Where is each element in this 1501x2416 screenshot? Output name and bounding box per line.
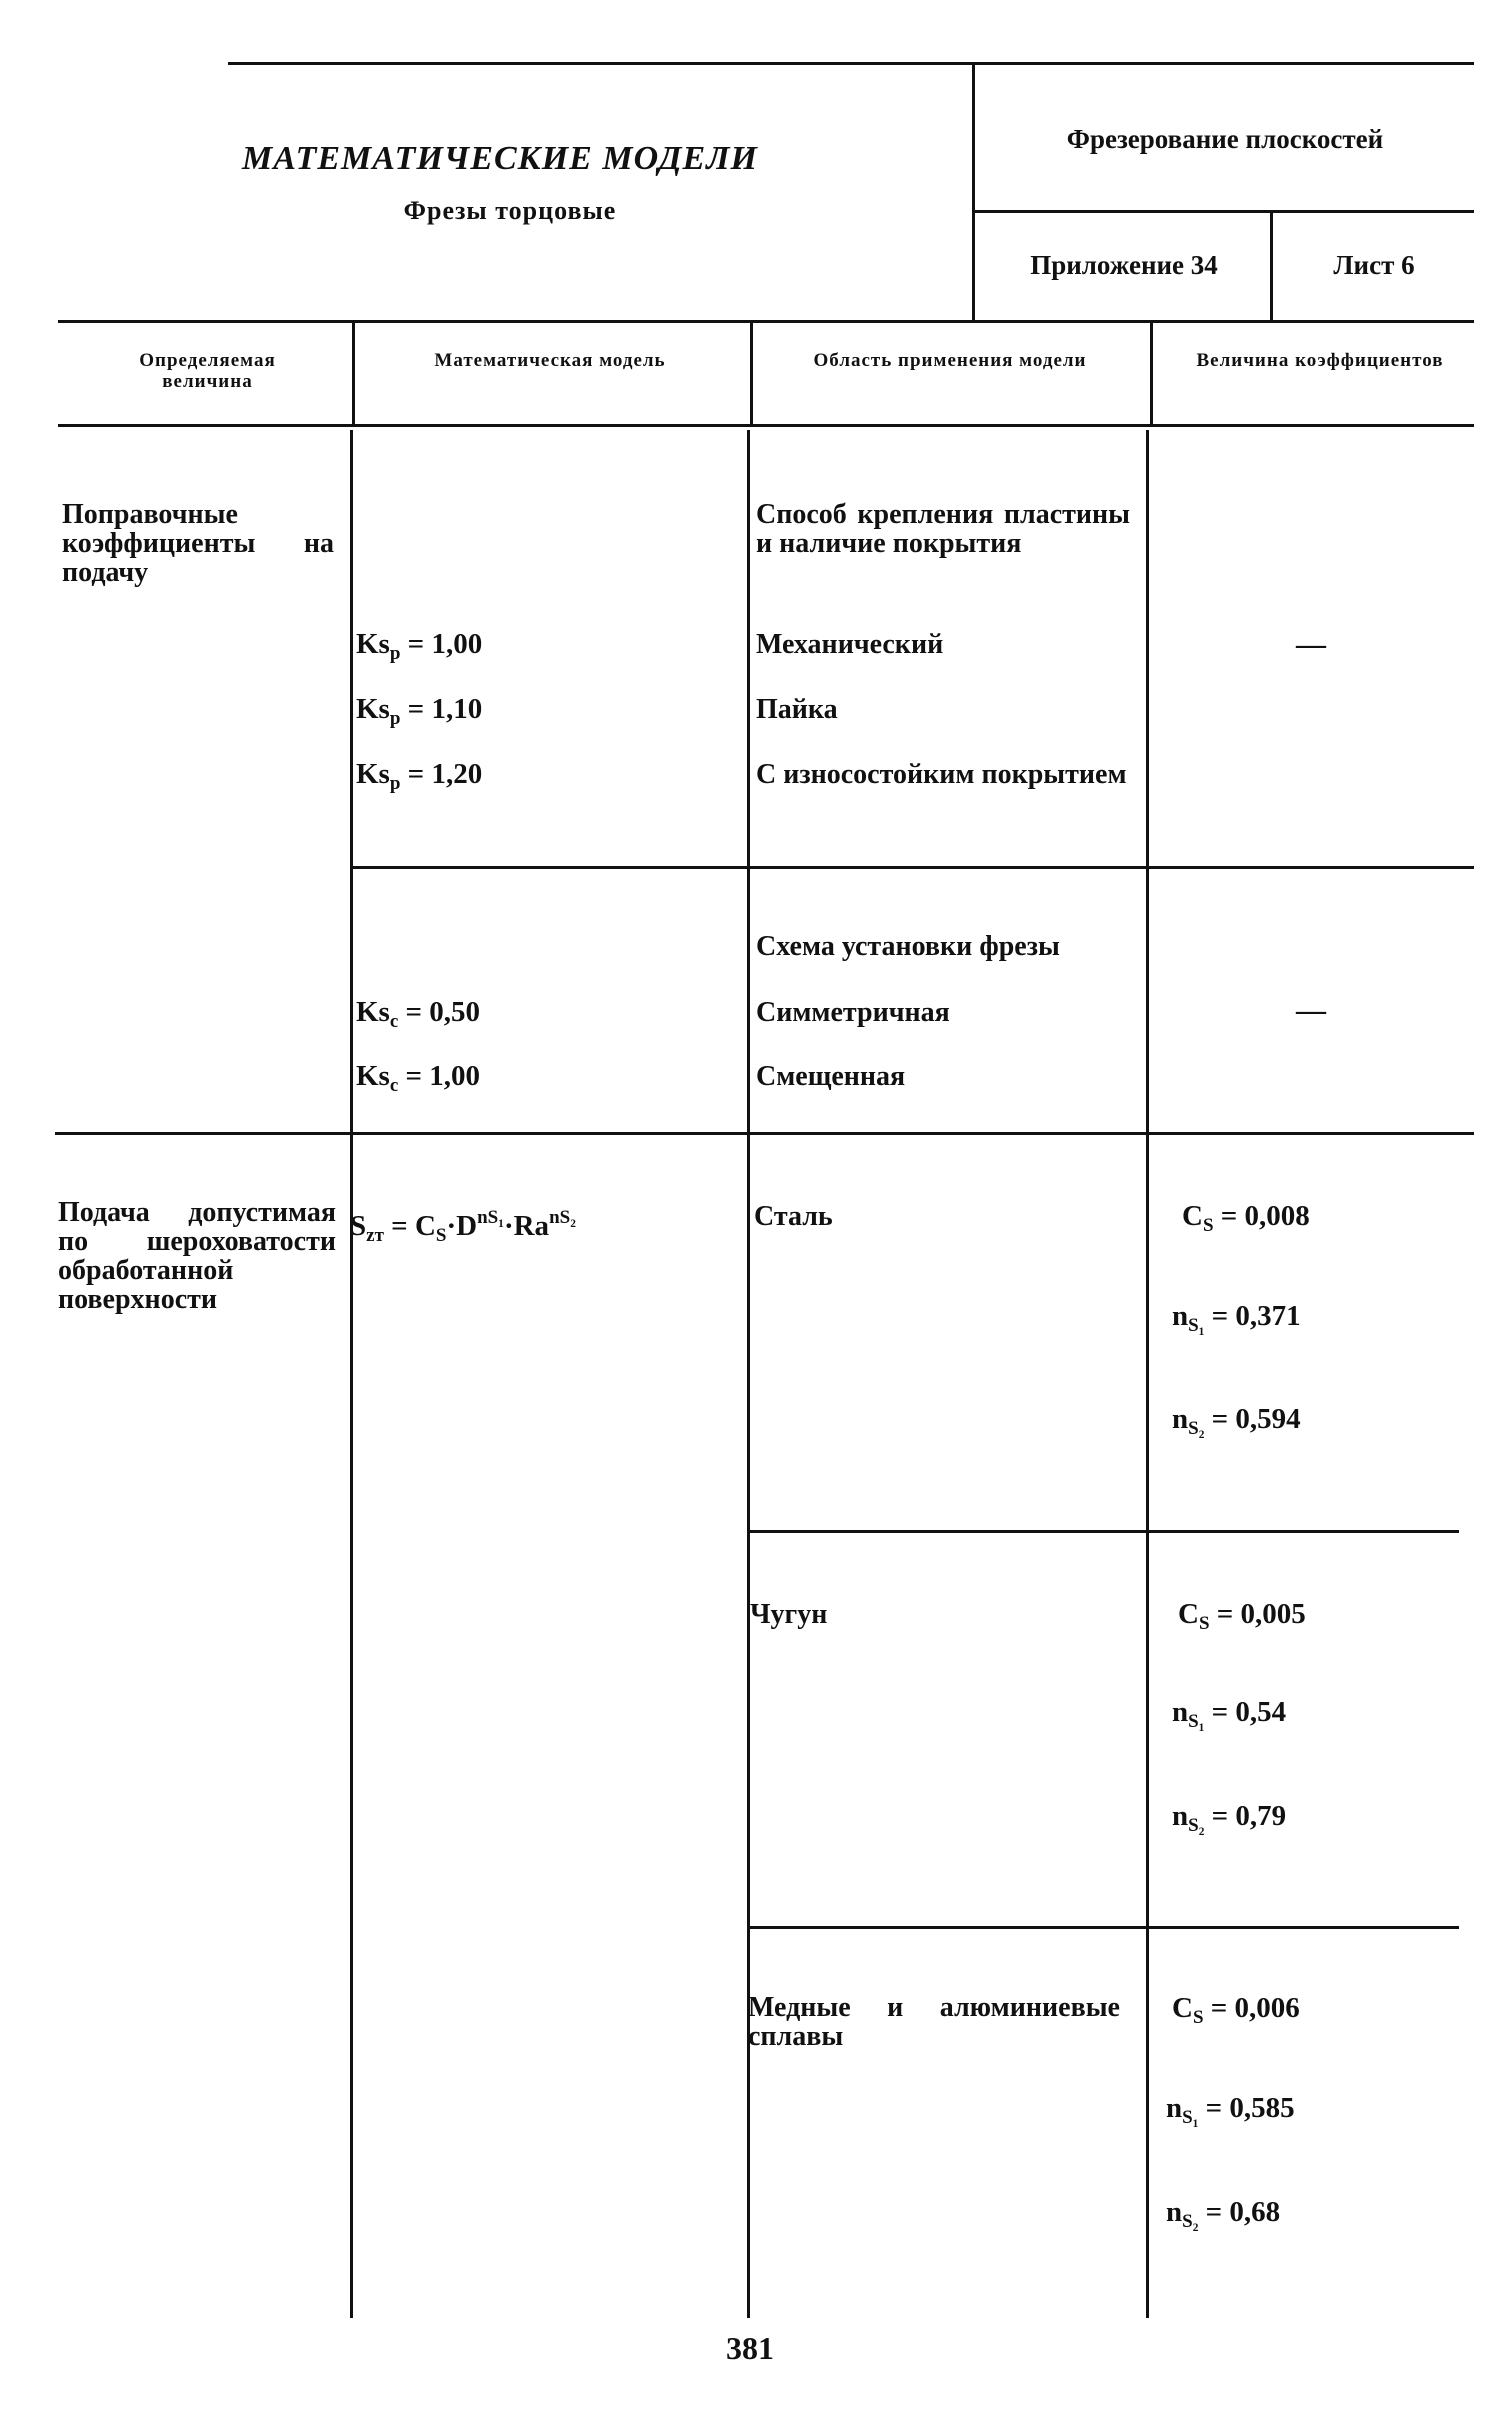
coef-iron-c: $C_S = 0,005$ — [1178, 1598, 1306, 1634]
model-ksc-2: $Ks_c = 1,00$ — [356, 1060, 481, 1096]
feed-formula: $S_{zт} = C_S\cdot D^{nS_1}\cdot Ra^{nS_2}$ — [350, 1207, 576, 1246]
model-ksc-1: $Ks_c = 0,50$ — [356, 996, 481, 1032]
coef-dash-2: — — [1296, 994, 1326, 1027]
area-offset: Смещенная — [756, 1061, 906, 1092]
coef-iron-n1: $n_{S_1} = 0,54$ — [1172, 1696, 1287, 1732]
sheet-label: Лист 6 — [1333, 250, 1415, 280]
quantity-correction-coefficients: Поправочные коэффициенты на подачу — [62, 499, 334, 588]
model-ksp-1: $Ks_p = 1,00$ — [356, 628, 483, 664]
column-header-quantity: Определяемая величина — [139, 350, 276, 392]
page-title: МАТЕМАТИЧЕСКИЕ МОДЕЛИ — [242, 140, 758, 177]
section-name: Фрезерование плоскостей — [1066, 124, 1384, 154]
column-header-rule — [58, 424, 1474, 427]
block-separator — [55, 1132, 1474, 1135]
group-separator-1 — [353, 866, 1474, 869]
area-title-setup-scheme: Схема установки фрезы — [756, 931, 1060, 962]
coef-steel-n1: $n_{S_1} = 0,371$ — [1172, 1300, 1301, 1336]
model-ksp-2: $Ks_p = 1,10$ — [356, 693, 483, 729]
coef-alloy-n2: $n_{S_2} = 0,68$ — [1166, 2196, 1281, 2232]
header-divider-horizontal — [972, 210, 1474, 213]
coef-steel-n2: $n_{S_2} = 0,594$ — [1172, 1403, 1301, 1439]
coef-iron-n2: $n_{S_2} = 0,79$ — [1172, 1800, 1287, 1836]
page-number: 381 — [726, 2330, 774, 2366]
col-sep-2-header — [750, 320, 753, 424]
appendix-label: Приложение 34 — [1030, 250, 1218, 280]
material-cast-iron: Чугун — [750, 1599, 828, 1630]
col-sep-3-header — [1150, 320, 1153, 424]
material-separator-2 — [747, 1926, 1459, 1929]
quantity-feed-roughness: Подача допустимая по шероховатости обработанной поверхности — [58, 1197, 336, 1315]
col-sep-1-body — [350, 430, 353, 2318]
col-sep-1-header — [352, 320, 355, 424]
material-copper-aluminum: Медные и алюминиевые сплавы — [748, 1992, 1120, 2052]
header-bottom-rule — [58, 320, 1474, 323]
header-divider-vertical — [972, 62, 975, 320]
col-sep-3-body — [1146, 430, 1149, 2318]
header-divider-sheet — [1270, 210, 1273, 320]
material-separator-1 — [747, 1530, 1459, 1533]
model-ksp-3: $Ks_p = 1,20$ — [356, 758, 483, 794]
coef-alloy-c: $C_S = 0,006$ — [1172, 1992, 1300, 2028]
coef-dash-1: — — [1296, 628, 1326, 661]
area-symmetric: Симметричная — [756, 997, 950, 1028]
coef-steel-c: $C_S = 0,008$ — [1182, 1200, 1310, 1236]
column-header-coefficients: Величина коэффициентов — [1196, 350, 1444, 371]
area-title-mounting: Способ крепления пластины и наличие покрытия — [756, 499, 1130, 559]
column-header-area: Область применения модели — [813, 350, 1087, 371]
top-rule — [228, 62, 1474, 65]
area-wear-resistant-coating: С износостойким покрытием — [756, 759, 1127, 790]
area-soldering: Пайка — [756, 694, 838, 725]
material-steel: Сталь — [754, 1201, 833, 1232]
coef-alloy-n1: $n_{S_1} = 0,585$ — [1166, 2092, 1295, 2128]
column-header-model: Математическая модель — [434, 350, 666, 371]
area-mechanical: Механический — [756, 629, 944, 660]
page-subtitle: Фрезы торцовые — [403, 196, 617, 225]
